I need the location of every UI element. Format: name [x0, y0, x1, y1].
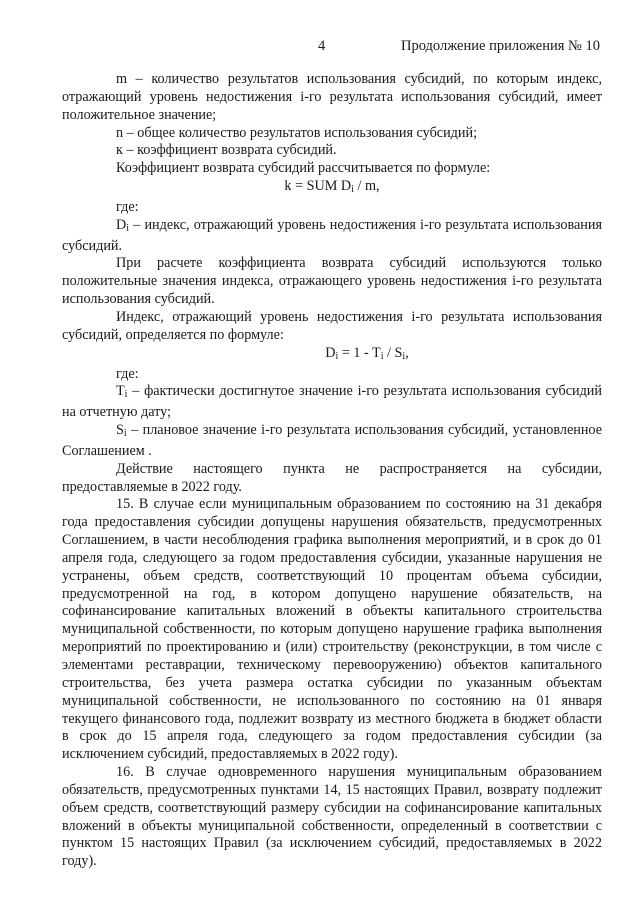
ti-definition: $T_i$ – фактически достигнутое значение i-го результата использования субсидий на отчетную дату;: [62, 383, 602, 421]
d-formula: $D_i = 1 - T_i / S_i$,: [325, 344, 409, 362]
n-definition: n – общее количество результатов использования субсидий;: [116, 124, 478, 141]
k-definition: к – коэффициент возврата субсидий.: [116, 142, 337, 159]
di-definition: $D_i$ – индекс, отражающий уровень недостижения i-го результата использования субсидий.: [62, 216, 602, 254]
positive-values-note: При расчете коэффициента возврата субсидий используются только положительные значения индекса, отражающего уровень недостижения i-го результата использования субсидий.: [62, 255, 602, 308]
page-number: 4: [318, 38, 326, 54]
document-body: [62, 71, 602, 871]
index-formula-intro: Индекс, отражающий уровень недостижения i-го результата использования субсидий, определяется по формуле:: [62, 308, 602, 343]
where-label-1: где:: [116, 198, 139, 215]
not-applied-note: Действие настоящего пункта не распространяется на субсидии, предоставляемые в 2022 году.: [62, 460, 602, 495]
k-formula: k = SUM $D_i$ / m,: [284, 178, 380, 196]
clause-16: 16. В случае одновременного нарушения муниципальным образованием обязательств, предусмотренных пунктами 14, 15 настоящих Правил, возврату подлежит объем средств, соответствующий размеру субсидии на софинансирование капитальных вложений в объекты муниципальной собственности, определенный в соответствии с пунктом 15 настоящих Правил (за исключением субсидий, предоставляемых в 2022 году).: [62, 764, 602, 870]
clause-15: 15. В случае если муниципальным образованием по состоянию на 31 декабря года предоставления субсидии допущены нарушения обязательств, предусмотренных Соглашением, в части несоблюдения графика выполнения мероприятий, и в срок до 01 апреля года, следующего за годом предоставления субсидии, указанные нарушения не устранены, объем средств, соответствующий 10 процентам объема субсидии, предусмотренной на год, в котором допущено нарушение обязательств, на софинансирование капитальных вложений в объекты капитального строительства муниципальной собственности, по которым допущено нарушение графика выполнения мероприятий по проектированию и (или) строительству (реконструкции, в том числе с элементами реставрации, техническому перевооружению) объектов капитального строительства, без учета размера остатка субсидии по указанным объектам муниципальной собственности, не использованного по состоянию на 01 января текущего финансового года, подлежит возврату из местного бюджета в бюджет области в срок до 15 апреля года, следующего за годом предоставления субсидии (за исключением субсидий, предоставляемых в 2022 году).: [62, 496, 602, 763]
m-definition: m – количество результатов использования субсидий, по которым индекс, отражающий уровень недостижения i-го результата использования субсидий, имеет положительное значение;: [62, 71, 602, 123]
k-formula-intro: Коэффициент возврата субсидий рассчитывается по формуле:: [116, 160, 491, 177]
where-label-2: где:: [116, 365, 139, 382]
appendix-continuation-header: Продолжение приложения № 10: [401, 38, 600, 54]
si-definition: $S_i$ – плановое значение i-го результата использования субсидий, установленное Соглашением .: [62, 422, 602, 459]
